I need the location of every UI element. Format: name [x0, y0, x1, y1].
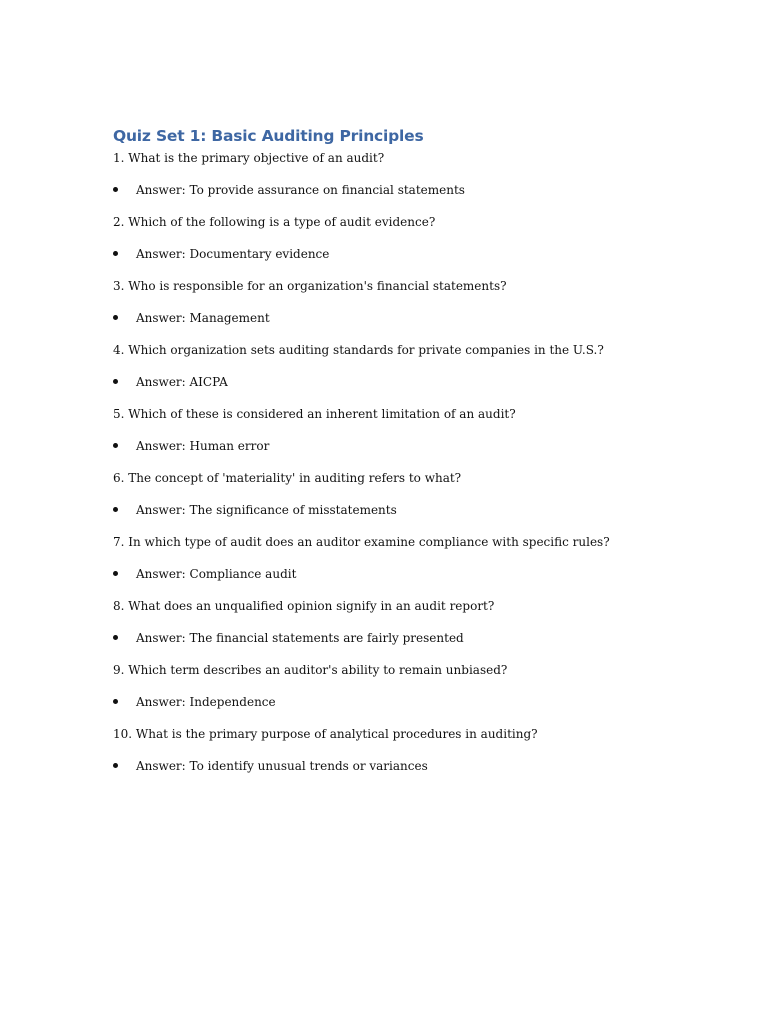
answer-3: [113, 308, 713, 340]
answer-10: [113, 756, 713, 788]
answer-text: Answer: The significance of misstatements: [136, 503, 397, 517]
answer-text: Answer: Human error: [136, 439, 270, 453]
answer-text: Answer: Compliance audit: [136, 567, 297, 581]
bullet-icon: [113, 308, 119, 328]
answer-2: [113, 244, 713, 276]
bullet-icon: [113, 564, 119, 584]
question-6: 6. The concept of 'materiality' in auditing refers to what?: [113, 471, 462, 485]
question-1: 1. What is the primary objective of an audit?: [113, 151, 385, 165]
quiz-title: Quiz Set 1: Basic Auditing Principles: [113, 127, 424, 145]
question-2: 2. Which of the following is a type of audit evidence?: [113, 215, 436, 229]
answer-5: [113, 436, 713, 468]
bullet-icon: [113, 436, 119, 456]
answer-1: [113, 180, 713, 212]
bullet-icon: [113, 244, 119, 264]
bullet-icon: [113, 756, 119, 776]
question-10: 10. What is the primary purpose of analytical procedures in auditing?: [113, 727, 538, 741]
bullet-icon: [113, 180, 119, 200]
question-9: 9. Which term describes an auditor's ability to remain unbiased?: [113, 663, 508, 677]
answer-text: Answer: To provide assurance on financial statements: [136, 183, 465, 197]
answer-text: Answer: The financial statements are fairly presented: [136, 631, 464, 645]
answer-text: Answer: To identify unusual trends or variances: [136, 759, 428, 773]
answer-8: [113, 628, 713, 660]
answer-text: Answer: AICPA: [136, 375, 228, 389]
question-7: 7. In which type of audit does an auditor examine compliance with specific rules?: [113, 535, 610, 549]
answer-4: [113, 372, 713, 404]
question-8: 8. What does an unqualified opinion signify in an audit report?: [113, 599, 495, 613]
answer-text: Answer: Management: [136, 311, 270, 325]
answer-text: Answer: Documentary evidence: [136, 247, 330, 261]
answer-text: Answer: Independence: [136, 695, 276, 709]
bullet-icon: [113, 372, 119, 392]
answer-7: [113, 564, 713, 596]
bullet-icon: [113, 628, 119, 648]
bullet-icon: [113, 692, 119, 712]
answer-9: [113, 692, 713, 724]
answer-6: [113, 500, 713, 532]
bullet-icon: [113, 500, 119, 520]
document-content: [113, 124, 713, 788]
qa-list: [113, 148, 713, 788]
question-4: 4. Which organization sets auditing standards for private companies in the U.S.?: [113, 343, 604, 357]
question-3: 3. Who is responsible for an organization's financial statements?: [113, 279, 507, 293]
question-5: 5. Which of these is considered an inherent limitation of an audit?: [113, 407, 516, 421]
